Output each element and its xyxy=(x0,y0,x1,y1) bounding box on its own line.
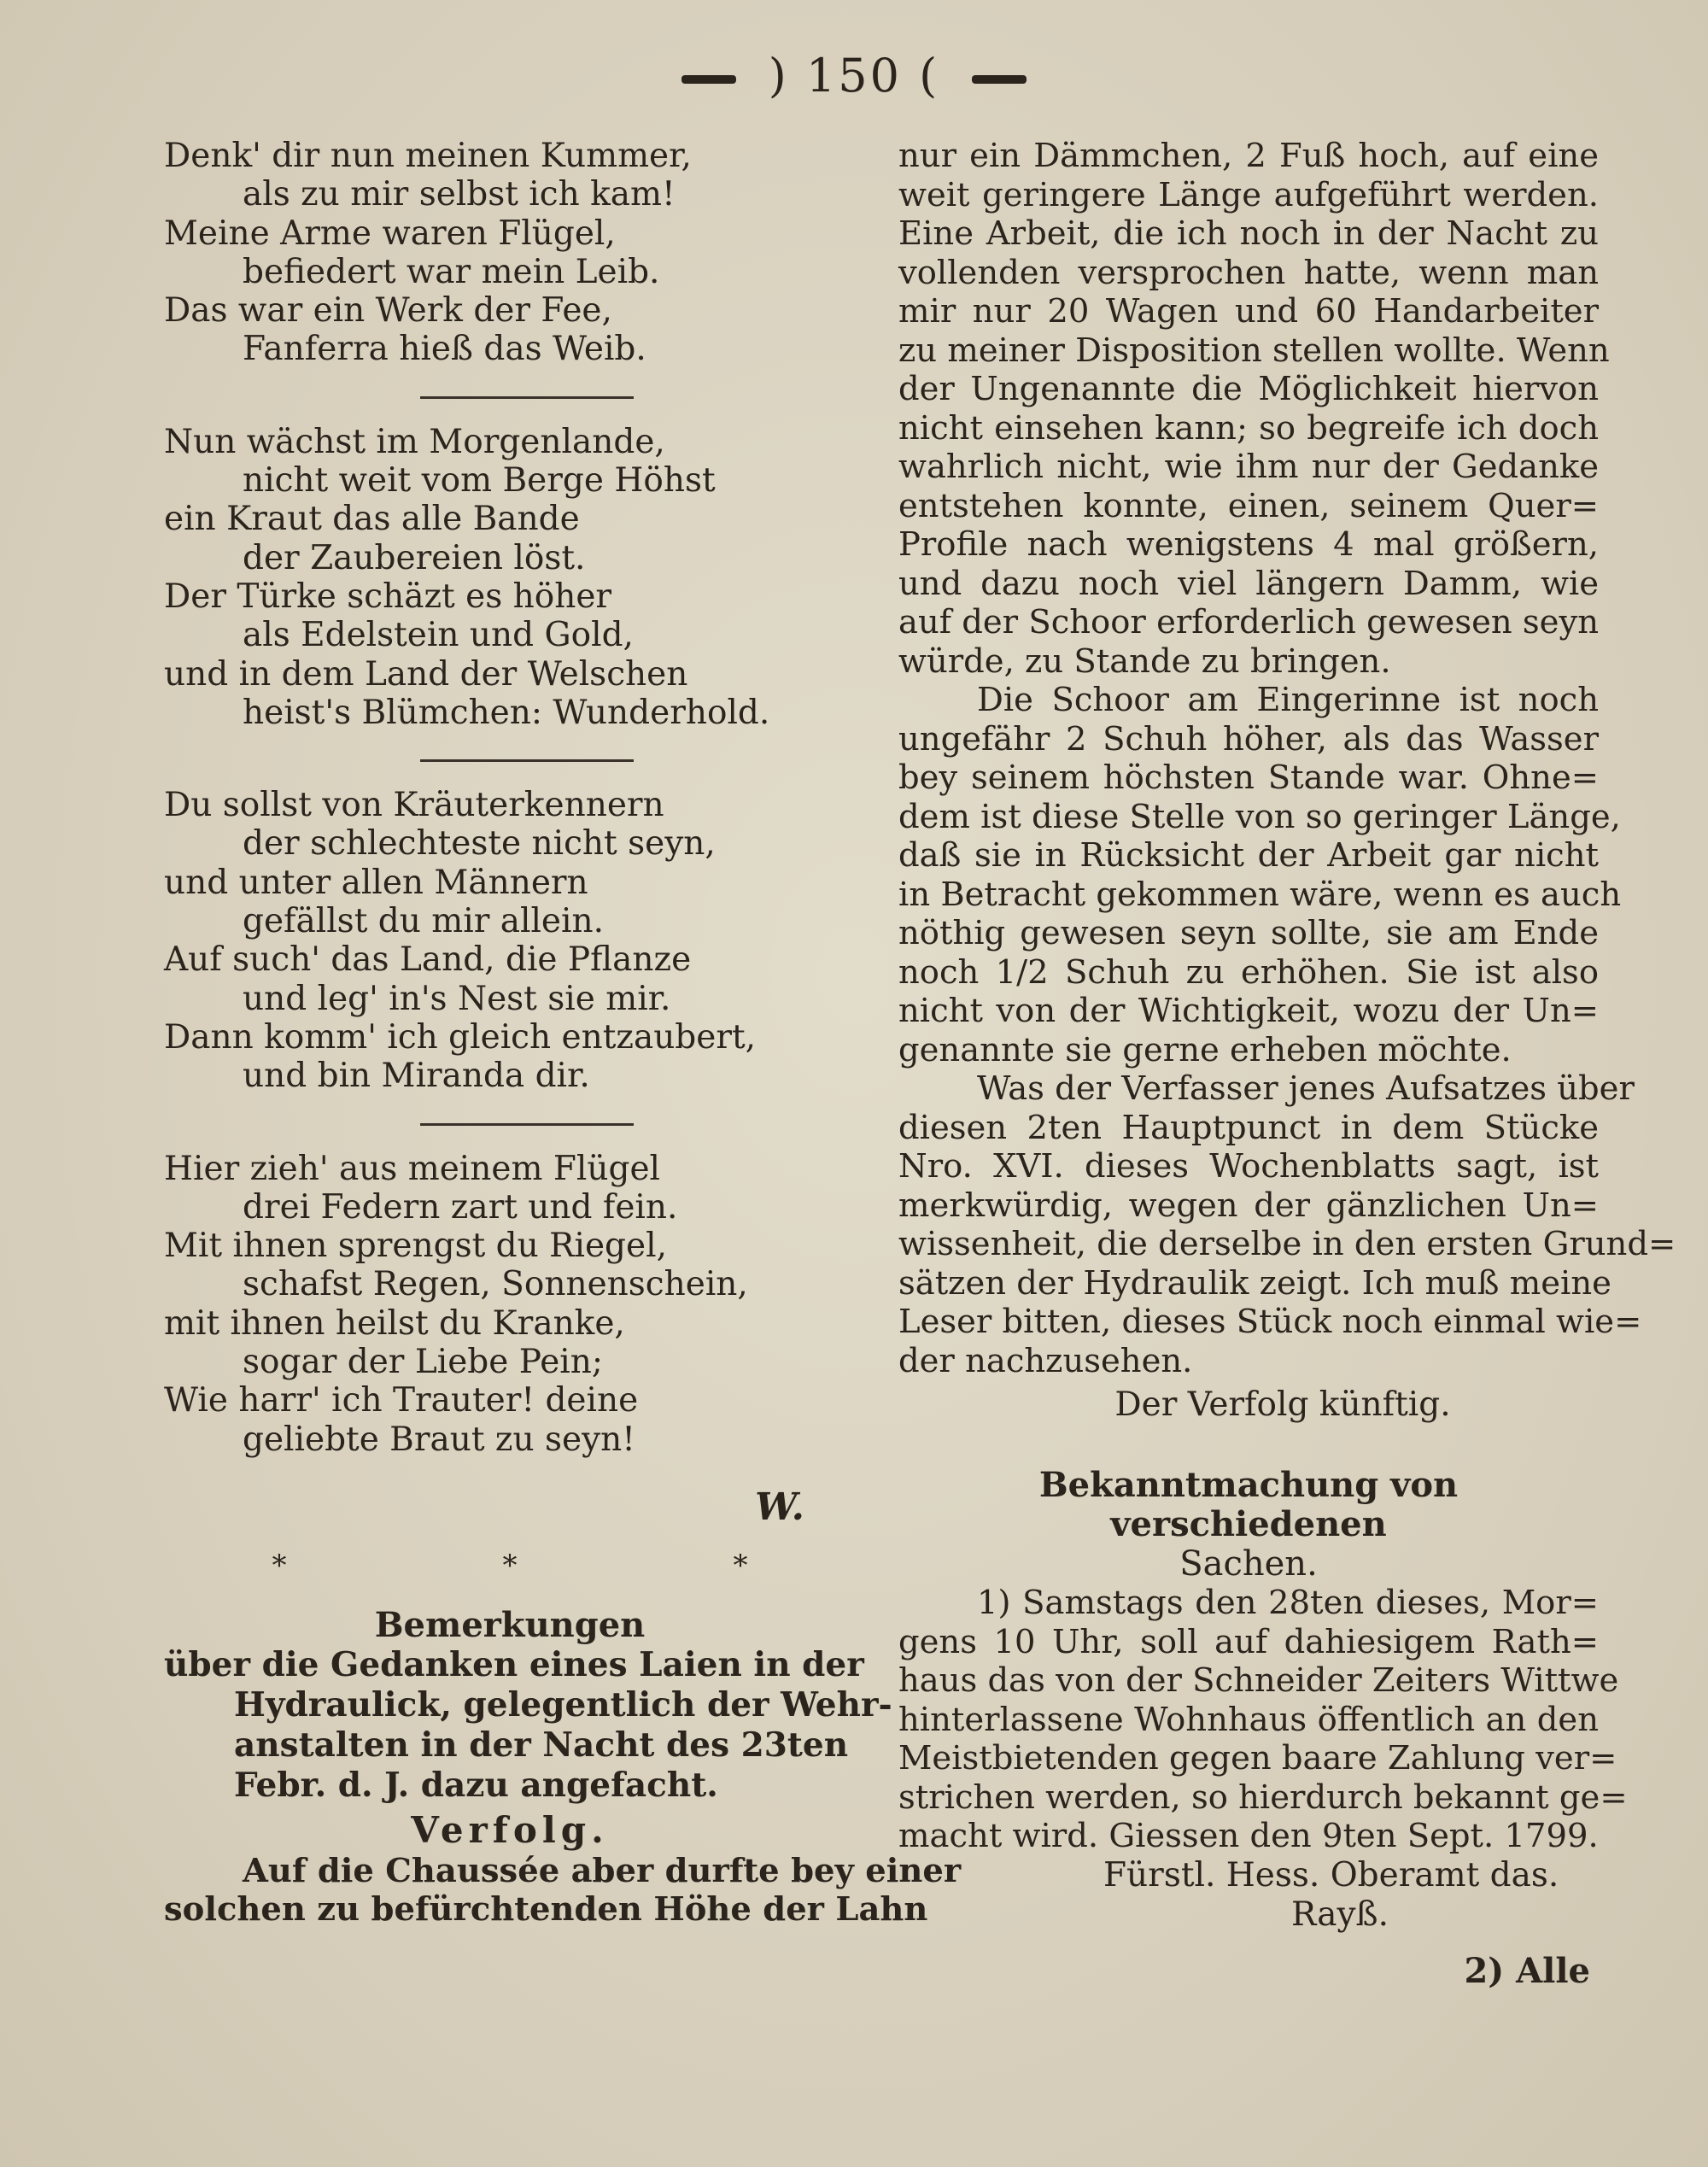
text-line: haus das von der Schneider Zeiters Wittwe xyxy=(898,1661,1619,1700)
text-line: Eine Arbeit, die ich noch in der Nacht zu xyxy=(898,214,1599,253)
star-group-1: * xyxy=(272,1548,287,1583)
page-header xyxy=(0,49,1708,102)
poem-stanza xyxy=(164,786,856,1095)
poem-line: Meine Arme waren Flügel, xyxy=(164,214,616,253)
text-line: nicht einsehen kann; so begreife ich doch xyxy=(898,408,1599,448)
text-line: vollenden versprochen hatte, wenn man xyxy=(898,253,1599,292)
text-line: der nachzusehen. xyxy=(898,1341,1193,1380)
text-line: genannte sie gerne erheben möchte. xyxy=(898,1030,1512,1069)
text-line: 1) Samstags den 28ten dieses, Mor= xyxy=(977,1584,1599,1622)
remarks-subtitle xyxy=(164,1644,892,1806)
poem-line: sogar der Liebe Pein; xyxy=(243,1343,604,1382)
poem-line: der schlechteste nicht seyn, xyxy=(243,824,716,864)
text-line: der Ungenannte die Möglichkeit hiervon xyxy=(898,370,1599,408)
announcement-title-line1: Bekanntmachung von verschiedenen xyxy=(1038,1465,1459,1544)
poem-line: und in dem Land der Welschen xyxy=(164,654,688,694)
text-line: strichen werden, so hierdurch bekannt ge= xyxy=(898,1778,1628,1817)
poem-line: Du sollst von Kräuterkennern xyxy=(164,786,664,825)
poem-line: Der Türke schäzt es höher xyxy=(164,577,612,616)
poem-stanza xyxy=(164,423,856,732)
text-line: nicht von der Wichtigkeit, wozu der Un= xyxy=(898,992,1599,1030)
remarks-left-paragraph xyxy=(164,1851,962,1930)
text-line: auf der Schoor erforderlich gewesen seyn xyxy=(898,603,1599,641)
remarks-subtitle-line: über die Gedanken eines Laien in der xyxy=(164,1644,864,1684)
remarks-paragraph-1 xyxy=(898,137,1610,681)
stanza-separator xyxy=(420,1123,634,1126)
text-line: entstehen konnte, einen, seinem Quer= xyxy=(898,486,1599,525)
follow-up-note: Der Verfolg künftig. xyxy=(1114,1385,1451,1424)
text-line: Meistbietenden gegen baare Zahlung ver= xyxy=(898,1739,1617,1778)
text-line: wissenheit, die derselbe in den ersten Grund= xyxy=(898,1225,1676,1263)
poem-line: heist's Blümchen: Wunderhold. xyxy=(243,693,770,732)
text-line: gens 10 Uhr, soll auf dahiesigem Rath= xyxy=(898,1622,1599,1661)
poem-line: Wie harr' ich Trauter! deine xyxy=(164,1381,639,1420)
text-line: noch 1/2 Schuh zu erhöhen. Sie ist also xyxy=(898,952,1599,992)
text-line: zu meiner Disposition stellen wollte. Wenn xyxy=(898,331,1610,370)
announcement-title xyxy=(898,1466,1599,1584)
text-line: mir nur 20 Wagen und 60 Handarbeiter xyxy=(898,292,1599,331)
poem-line: befiedert war mein Leib. xyxy=(243,252,660,291)
announcement-title-line2: Sachen. xyxy=(1179,1544,1318,1584)
text-line: merkwürdig, wegen der gänzlichen Un= xyxy=(898,1186,1599,1225)
text-line: nur ein Dämmchen, 2 Fuß hoch, auf eine xyxy=(898,137,1599,175)
poem-line: Nun wächst im Morgenlande, xyxy=(164,422,665,461)
remarks-subtitle-line: Febr. d. J. dazu angefacht. xyxy=(234,1765,718,1805)
text-line: weit geringere Länge aufgeführt werden. xyxy=(898,175,1599,214)
poem-line: geliebte Braut zu seyn! xyxy=(243,1420,635,1459)
remarks-paragraph-3 xyxy=(898,1069,1676,1380)
poem-line: Das war ein Werk der Fee, xyxy=(164,291,612,331)
page-number: ) 150 ( xyxy=(768,49,940,102)
text-line: würde, zu Stande zu bringen. xyxy=(898,641,1391,681)
poem-line: schafst Regen, Sonnenschein, xyxy=(243,1265,748,1304)
stanza-separator xyxy=(420,396,634,399)
remarks-subtitle-line: Hydraulick, gelegentlich der Wehr- xyxy=(234,1684,892,1725)
poem-line: nicht weit vom Berge Höhst xyxy=(243,461,716,501)
poem-line: drei Federn zart und fein. xyxy=(243,1187,678,1227)
header-dash-right xyxy=(972,75,1027,84)
poem-line: und leg' in's Nest sie mir. xyxy=(243,979,671,1018)
poem-line: der Zaubereien löst. xyxy=(243,538,586,577)
announcement-signer-name: Rayß. xyxy=(1291,1895,1389,1934)
text-line: nöthig gewesen seyn sollte, sie am Ende xyxy=(898,914,1599,952)
left-column xyxy=(164,137,962,1930)
text-line: bey seinem höchsten Stande war. Ohne= xyxy=(898,758,1599,797)
poem-line: Fanferra hieß das Weib. xyxy=(243,330,646,369)
text-line: Nro. XVI. dieses Wochenblatts sagt, ist xyxy=(898,1147,1599,1186)
header-dash-left xyxy=(681,75,736,84)
remarks-title: Bemerkungen xyxy=(374,1604,646,1645)
announcement-signer-office: Fürstl. Hess. Oberamt das. xyxy=(1103,1855,1559,1895)
text-line: sätzen der Hydraulik zeigt. Ich muß meine xyxy=(898,1263,1611,1303)
text-line: Auf die Chaussée aber durfte bey einer xyxy=(243,1851,962,1890)
poem-signature: W. xyxy=(755,1485,804,1529)
poem-stanza xyxy=(164,137,856,369)
text-line: Was der Verfasser jenes Aufsatzes über xyxy=(977,1069,1635,1108)
announcement-paragraph xyxy=(898,1584,1628,1856)
poem-line: und unter allen Männern xyxy=(164,863,588,902)
poem-line: Auf such' das Land, die Pflanze xyxy=(164,940,692,980)
star-group-3: * xyxy=(733,1548,748,1583)
poem-line: mit ihnen heilst du Kranke, xyxy=(164,1303,625,1343)
catchword: 2) Alle xyxy=(1464,1950,1590,1991)
text-line: macht wird. Giessen den 9ten Sept. 1799. xyxy=(898,1817,1599,1855)
remarks-subtitle-line: anstalten in der Nacht des 23ten xyxy=(234,1725,849,1765)
text-line: in Betracht gekommen wäre, wenn es auch xyxy=(898,875,1622,914)
poem-line: und bin Miranda dir. xyxy=(243,1057,590,1096)
text-line: wahrlich nicht, wie ihm nur der Gedanke xyxy=(898,448,1599,486)
poem-line: Denk' dir nun meinen Kummer, xyxy=(164,137,692,175)
text-line: Profile nach wenigstens 4 mal größern, xyxy=(898,525,1599,564)
text-line: daß sie in Rücksicht der Arbeit gar nicht xyxy=(898,836,1599,875)
poem-line: Mit ihnen sprengst du Riegel, xyxy=(164,1227,667,1266)
text-line: diesen 2ten Hauptpunct in dem Stücke xyxy=(898,1108,1599,1147)
poem-line: als Edelstein und Gold, xyxy=(243,616,634,655)
star-group-2: * xyxy=(502,1548,518,1583)
text-line: dem ist diese Stelle von so geringer Länge, xyxy=(898,797,1621,836)
text-line: Leser bitten, dieses Stück noch einmal wie= xyxy=(898,1303,1642,1341)
text-line: Die Schoor am Eingerinne ist noch xyxy=(977,681,1599,719)
text-line: solchen zu befürchtenden Höhe der Lahn xyxy=(164,1890,928,1930)
poem-line: als zu mir selbst ich kam! xyxy=(243,175,676,214)
stanza-separator xyxy=(420,759,634,762)
poem-line: gefällst du mir allein. xyxy=(243,902,605,941)
remarks-continuation: Verfolg. xyxy=(411,1808,609,1851)
poem-stanza xyxy=(164,1150,856,1459)
section-divider-stars xyxy=(164,1548,856,1583)
poem-line: ein Kraut das alle Bande xyxy=(164,500,580,539)
text-line: ungefähr 2 Schuh höher, als das Wasser xyxy=(898,719,1599,758)
poem-line: Dann komm' ich gleich entzaubert, xyxy=(164,1017,757,1057)
text-line: hinterlassene Wohnhaus öffentlich an den xyxy=(898,1700,1599,1739)
remarks-paragraph-2 xyxy=(898,681,1622,1069)
right-column xyxy=(898,137,1676,1991)
text-line: und dazu noch viel längern Damm, wie xyxy=(898,564,1599,603)
poem-line: Hier zieh' aus meinem Flügel xyxy=(164,1149,661,1188)
poem xyxy=(164,137,856,1459)
